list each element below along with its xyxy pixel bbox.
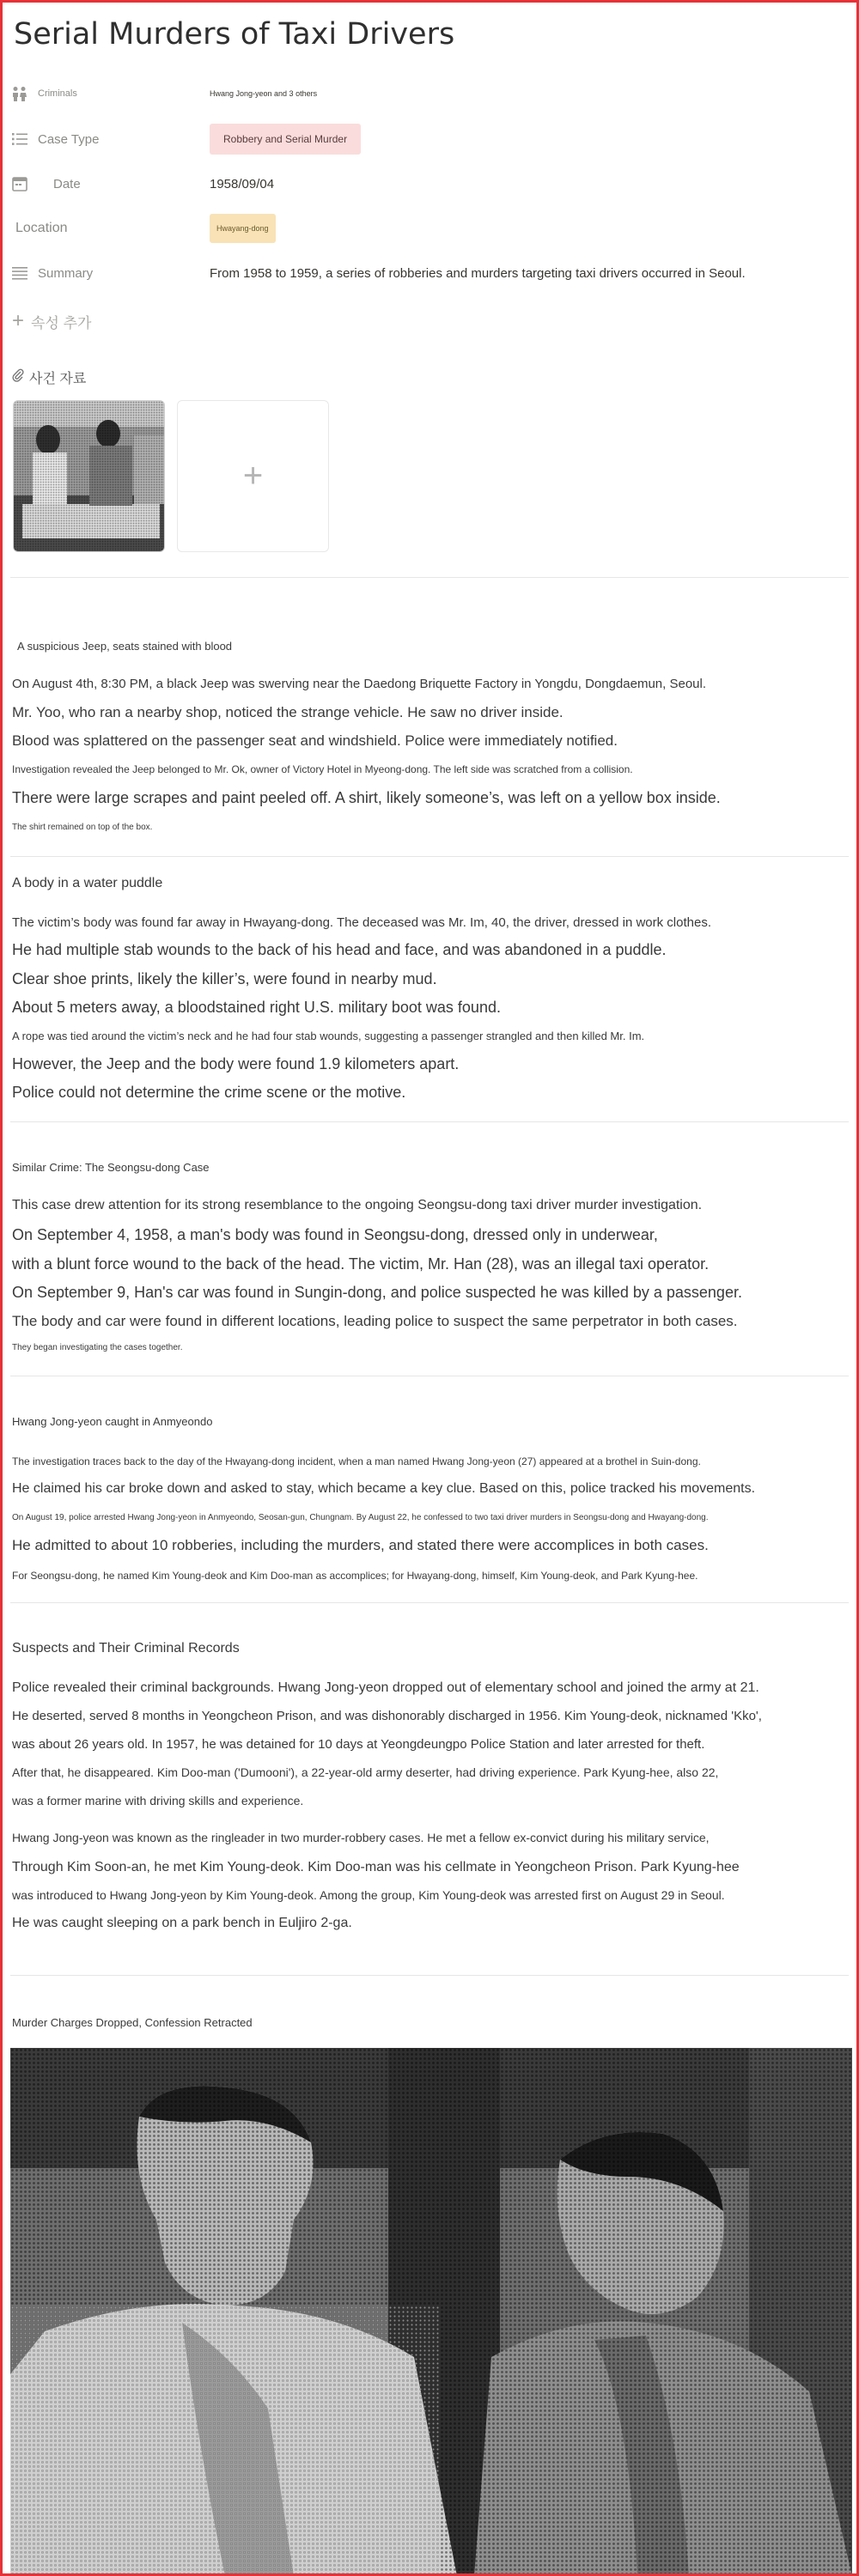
plus-icon: + <box>12 309 25 332</box>
files-label-text: 사건 자료 <box>29 372 87 386</box>
paragraph: The investigation traces back to the day of the Hwayang-dong incident, when a man named Hwang Jong-yeon (27) appeared at a brothel in Suin-dong. <box>12 1455 701 1467</box>
section-heading: Hwang Jong-yeon caught in Anmyeondo <box>12 1415 213 1428</box>
criminals-value[interactable]: Hwang Jong-yeon and 3 others <box>210 89 318 98</box>
property-summary[interactable] <box>10 256 835 290</box>
paragraph: Police could not determine the crime scene or the motive. <box>12 1084 406 1101</box>
paragraph: Blood was splattered on the passenger seat and windshield. Police were immediately notified. <box>12 732 618 749</box>
property-label: Date <box>53 176 81 191</box>
paragraph: Investigation revealed the Jeep belonged to Mr. Ok, owner of Victory Hotel in Myeong-dong. The left side was scratched from a collision. <box>12 763 633 775</box>
paragraph: He had multiple stab wounds to the back of his head and face, and was abandoned in a puddle. <box>12 941 667 958</box>
paragraph: The shirt remained on top of the box. <box>12 823 153 832</box>
paragraph: After that, he disappeared. Kim Doo-man ('Dumooni'), a 22-year-old army deserter, had driving experience. Park Kyung-hee, also 22, <box>12 1765 719 1779</box>
section-heading: Suspects and Their Criminal Records <box>12 1641 240 1656</box>
paragraph: He admitted to about 10 robberies, including the murders, and stated there were accomplices in both cases. <box>12 1537 709 1553</box>
paragraph: with a blunt force wound to the back of the head. The victim, Mr. Han (28), was an illegal taxi operator. <box>12 1255 710 1273</box>
newspaper-photo[interactable] <box>10 2048 852 2576</box>
paragraph: On September 4, 1958, a man's body was found in Seongsu-dong, dressed only in underwear, <box>12 1226 658 1243</box>
property-label: Case Type <box>38 131 100 147</box>
property-location[interactable] <box>10 211 835 246</box>
property-label: Criminals <box>38 88 77 99</box>
property-date[interactable] <box>10 167 835 201</box>
plus-icon: + <box>242 457 264 495</box>
paragraph: About 5 meters away, a bloodstained right U.S. military boot was found. <box>12 999 501 1016</box>
paragraph: He was caught sleeping on a park bench in Euljiro 2-ga. <box>12 1916 352 1930</box>
paragraph: For Seongsu-dong, he named Kim Young-deok and Kim Doo-man as accomplices; for Hwayang-dong, himself, Kim Young-deok, and Park Kyung-hee. <box>12 1570 698 1582</box>
section-heading: A suspicious Jeep, seats stained with blood <box>17 640 233 653</box>
divider <box>10 856 849 857</box>
paragraph: He claimed his car broke down and asked to stay, which became a key clue. Based on this, police tracked his movements. <box>12 1481 756 1496</box>
paragraph: A rope was tied around the victim’s neck and he had four stab wounds, suggesting a passenger strangled and then killed Mr. Im. <box>12 1030 645 1042</box>
section-heading: A body in a water puddle <box>12 876 163 890</box>
paragraph: He deserted, served 8 months in Yeongcheon Prison, and was dishonorably discharged in 1956. Kim Young-deok, nicknamed 'Kko', <box>12 1709 762 1723</box>
paragraph: On September 9, Han's car was found in Sungin-dong, and police suspected he was killed by a passenger. <box>12 1284 742 1301</box>
date-value[interactable]: 1958/09/04 <box>210 176 275 191</box>
case-photo-thumbnail[interactable] <box>13 400 165 552</box>
paragraph: was a former marine with driving skills and experience. <box>12 1794 304 1807</box>
paragraph: They began investigating the cases together. <box>12 1343 183 1352</box>
summary-value[interactable]: From 1958 to 1959, a series of robberies and murders targeting taxi drivers occurred in Seoul. <box>210 265 746 281</box>
case-type-tag[interactable]: Robbery and Serial Murder <box>210 124 361 155</box>
paragraph: Clear shoe prints, likely the killer’s, were found in nearby mud. <box>12 970 437 987</box>
paragraph: On August 4th, 8:30 PM, a black Jeep was swerving near the Daedong Briquette Factory in Yongdu, Dongdaemun, Seoul. <box>12 677 707 691</box>
paragraph: However, the Jeep and the body were found 1.9 kilometers apart. <box>12 1055 460 1072</box>
divider <box>10 1121 849 1122</box>
list-icon <box>10 130 29 149</box>
paragraph: was about 26 years old. In 1957, he was detained for 10 days at Yeongdeungpo Police Station and later arrested for theft. <box>12 1737 705 1752</box>
paragraph: The body and car were found in different locations, leading police to suspect the same perpetrator in both cases. <box>12 1313 738 1329</box>
add-property-label: 속성 추가 <box>31 314 92 331</box>
page-title[interactable]: Serial Murders of Taxi Drivers <box>14 17 455 52</box>
property-label: Summary <box>38 265 94 281</box>
divider <box>10 1602 849 1603</box>
files-label <box>12 368 86 387</box>
property-criminals[interactable] <box>10 76 835 111</box>
add-property-button[interactable] <box>12 309 91 333</box>
paragraph: Mr. Yoo, who ran a nearby shop, noticed the strange vehicle. He saw no driver inside. <box>12 704 564 720</box>
paragraph: This case drew attention for its strong resemblance to the ongoing Seongsu-dong taxi driver murder investigation. <box>12 1198 703 1212</box>
property-label: Location <box>15 221 68 235</box>
paragraph: was introduced to Hwang Jong-yeon by Kim Young-deok. Among the group, Kim Young-deok was arrested first on August 29 in Seoul. <box>12 1888 725 1902</box>
section-heading: Similar Crime: The Seongsu-dong Case <box>12 1161 210 1174</box>
paragraph: There were large scrapes and paint peeled off. A shirt, likely someone’s, was left on a yellow box inside. <box>12 789 721 806</box>
property-case-type[interactable] <box>10 122 835 156</box>
paragraph: Through Kim Soon-an, he met Kim Young-deok. Kim Doo-man was his cellmate in Yeongcheon Prison. Park Kyung-hee <box>12 1860 740 1874</box>
divider <box>10 1975 849 1976</box>
paragraph: The victim’s body was found far away in Hwayang-dong. The deceased was Mr. Im, 40, the driver, dressed in work clothes. <box>12 915 712 930</box>
paragraph: On August 19, police arrested Hwang Jong-yeon in Anmyeondo, Seosan-gun, Chungnam. By August 22, he confessed to two taxi driver murders in Seongsu-dong and Hwayang-dong. <box>12 1513 709 1522</box>
lines-icon <box>10 264 29 283</box>
divider <box>10 577 849 578</box>
calendar-icon <box>10 174 29 193</box>
section-heading: Murder Charges Dropped, Confession Retracted <box>12 2016 253 2029</box>
paragraph: Hwang Jong-yeon was known as the ringleader in two murder-robbery cases. He met a fellow ex-convict during his military service, <box>12 1831 710 1844</box>
paperclip-icon <box>12 368 24 386</box>
add-file-button[interactable] <box>177 400 329 552</box>
people-icon <box>10 84 29 103</box>
paragraph: Police revealed their criminal backgrounds. Hwang Jong-yeon dropped out of elementary school and joined the army at 21. <box>12 1680 759 1695</box>
location-tag[interactable]: Hwayang-dong <box>210 214 276 243</box>
